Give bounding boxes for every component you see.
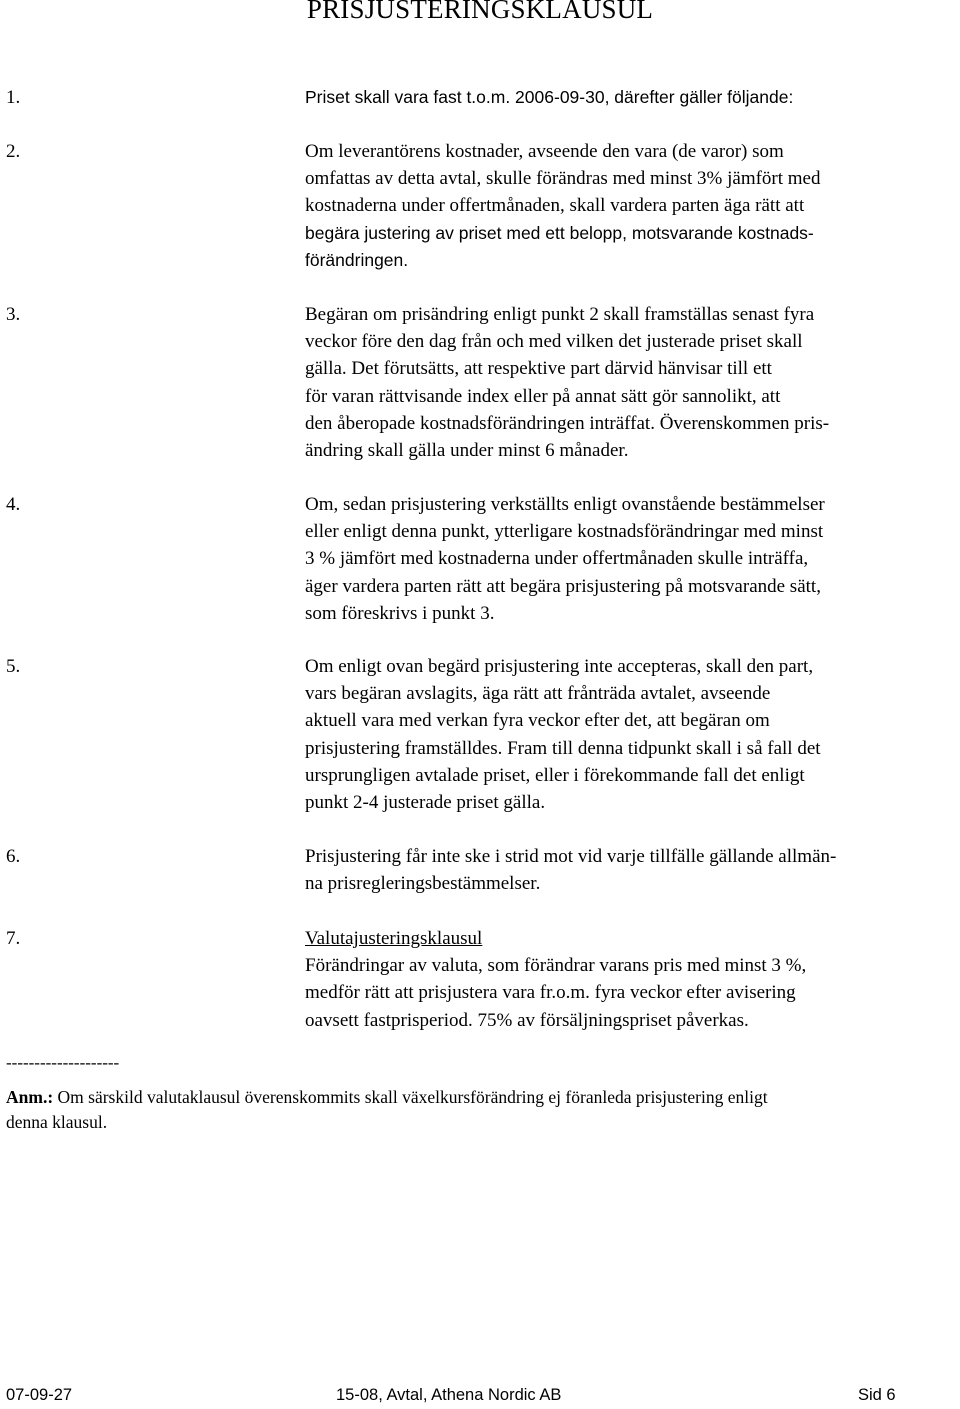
text-line: förändringen.	[305, 249, 409, 270]
text-line: eller enligt denna punkt, ytterligare kostnadsförändringar med minst	[305, 521, 824, 543]
clause-text	[305, 925, 955, 1034]
text-line: Om leverantörens kostnader, avseende den vara (de varor) som	[305, 141, 784, 162]
footnote-line: denna klausul.	[6, 1112, 108, 1132]
footer-reference: 15-08, Avtal, Athena Nordic AB	[336, 1386, 562, 1404]
clause-number: 3.	[6, 304, 21, 325]
text-line: Priset skall vara fast t.o.m. 2006-09-30, därefter gäller följande:	[305, 87, 794, 107]
clause-text	[305, 653, 955, 816]
clause-text	[305, 491, 955, 627]
clause-number: 5.	[6, 656, 21, 677]
text-line: oavsett fastprisperiod. 75% av försäljningspriset påverkas.	[305, 1009, 749, 1031]
text-line: medför rätt att prisjustera vara fr.o.m. fyra veckor efter avisering	[305, 982, 796, 1004]
text-line: vars begäran avslagits, äga rätt att frånträda avtalet, avseende	[305, 683, 771, 705]
text-line: ändring skall gälla under minst 6 månader.	[305, 440, 629, 462]
text-line: begära justering av priset med ett belopp, motsvarande kostnads-	[305, 222, 814, 243]
clause-number: 1.	[6, 87, 21, 108]
footnote	[6, 1085, 946, 1135]
text-line: som föreskrivs i punkt 3.	[305, 602, 495, 624]
clause-text	[305, 843, 955, 897]
text-line: kostnaderna under offertmånaden, skall vardera parten äga rätt att	[305, 195, 805, 217]
text-line: Om enligt ovan begärd prisjustering inte accepteras, skall den part,	[305, 656, 814, 677]
separator-line: --------------------	[6, 1053, 120, 1072]
footnote-label: Anm.:	[6, 1087, 54, 1107]
text-line: omfattas av detta avtal, skulle förändras med minst 3% jämfört med	[305, 168, 821, 190]
document-title: PRISJUSTERINGSKLAUSUL	[306, 0, 654, 24]
clause-heading: Valutajusteringsklausul	[305, 928, 483, 949]
clause-number: 2.	[6, 141, 21, 162]
clause-text	[305, 301, 955, 464]
text-line: gälla. Det förutsätts, att respektive part därvid hänvisar till ett	[305, 358, 772, 380]
text-line: äger vardera parten rätt att begära prisjustering på motsvarande sätt,	[305, 575, 821, 597]
clause-number: 6.	[6, 846, 21, 867]
text-line: ursprungligen avtalade priset, eller i förekommande fall det enligt	[305, 764, 805, 786]
text-line: 3 % jämfört med kostnaderna under offertmånaden skulle inträffa,	[305, 548, 809, 570]
text-line: na prisregleringsbestämmelser.	[305, 873, 541, 895]
clause-text	[305, 138, 955, 274]
footnote-text: Om särskild valutaklausul överenskommits skall växelkursförändring ej föranleda prisjustering enligt	[53, 1087, 768, 1107]
clause-text	[305, 84, 955, 111]
text-line: för varan rättvisande index eller på annat sätt gör sannolikt, att	[305, 385, 781, 407]
text-line: aktuell vara med verkan fyra veckor efter det, att begäran om	[305, 710, 770, 732]
text-line: punkt 2-4 justerade priset gälla.	[305, 792, 546, 814]
footer-date: 07-09-27	[6, 1386, 73, 1404]
footnote-line	[6, 1085, 946, 1110]
text-line: veckor före den dag från och med vilken det justerade priset skall	[305, 331, 803, 353]
text-line: Om, sedan prisjustering verkställts enligt ovanstående bestämmelser	[305, 494, 825, 515]
clause-number: 7.	[6, 928, 21, 949]
clause-number: 4.	[6, 494, 21, 515]
text-line: den åberopade kostnadsförändringen inträffat. Överenskommen pris-	[305, 412, 830, 434]
text-line: Begäran om prisändring enligt punkt 2 skall framställas senast fyra	[305, 304, 815, 325]
text-line: Förändringar av valuta, som förändrar varans pris med minst 3 %,	[305, 955, 807, 977]
footer-page-number: Sid 6	[858, 1386, 896, 1404]
text-line: prisjustering framställdes. Fram till denna tidpunkt skall i så fall det	[305, 737, 821, 759]
text-line: Prisjustering får inte ske i strid mot vid varje tillfälle gällande allmän-	[305, 846, 837, 867]
